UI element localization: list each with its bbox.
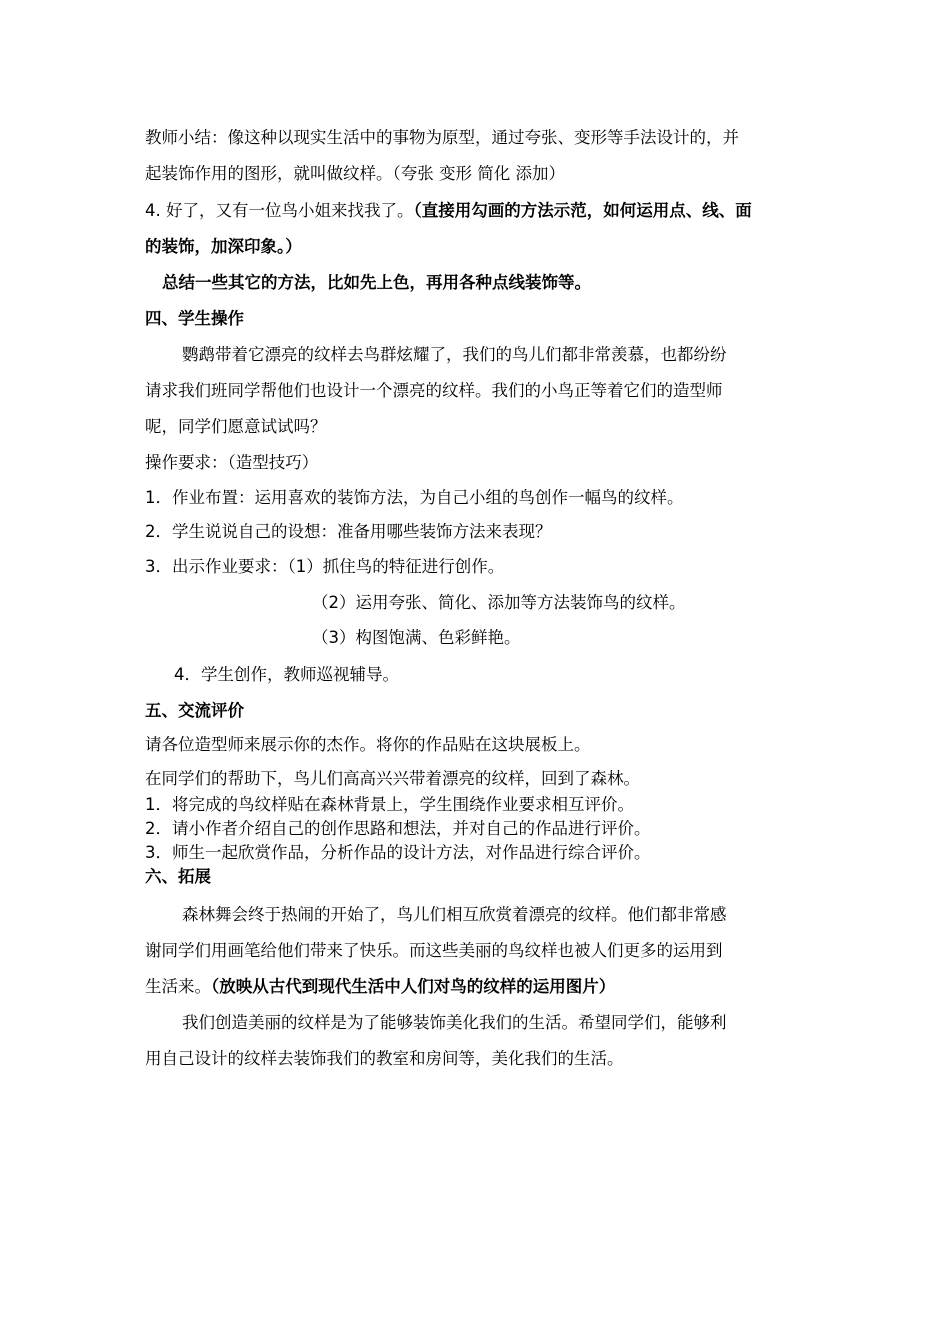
paragraph-line: 用自己设计的纹样去装饰我们的教室和房间等，美化我们的生活。 <box>145 1049 624 1068</box>
step4-note: （直接用勾画的方法示范，如何运用点、线、面 <box>413 201 752 220</box>
list-subitem: （3）构图饱满、色彩鲜艳。 <box>312 628 521 647</box>
summary-line-2: 起装饰作用的图形，就叫做纹样。（夸张 变形 简化 添加） <box>145 164 565 183</box>
section-heading-6: 六、拓展 <box>145 867 211 886</box>
paragraph-line: 在同学们的帮助下，鸟儿们高高兴兴带着漂亮的纹样，回到了森林。 <box>145 769 640 788</box>
section-heading-4: 四、学生操作 <box>145 309 244 328</box>
step4-text: 4. 好了，又有一位鸟小姐来找我了。 <box>145 201 414 220</box>
list-item: 2．请小作者介绍自己的创作思路和想法，并对自己的作品进行评价。 <box>145 819 651 838</box>
paragraph-line: 谢同学们用画笔给他们带来了快乐。而这些美丽的鸟纹样也被人们更多的运用到 <box>145 941 723 960</box>
paragraph-text: 生活来。 <box>145 977 211 996</box>
paragraph-line: 鹦鹉带着它漂亮的纹样去鸟群炫耀了，我们的鸟儿们都非常羡慕，也都纷纷 <box>182 345 727 364</box>
summary-line-1: 教师小结：像这种以现实生活中的事物为原型，通过夸张、变形等手法设计的，并 <box>145 128 739 147</box>
list-item: 1．作业布置：运用喜欢的装饰方法，为自己小组的鸟创作一幅鸟的纹样。 <box>145 488 684 507</box>
paragraph-line: 请各位造型师来展示你的杰作。将你的作品贴在这块展板上。 <box>145 735 591 754</box>
paragraph-line <box>145 976 615 998</box>
list-subitem: （2）运用夸张、简化、添加等方法装饰鸟的纹样。 <box>312 593 686 612</box>
paragraph-line: 请求我们班同学帮他们也设计一个漂亮的纹样。我们的小鸟正等着它们的造型师 <box>145 381 723 400</box>
step4-line <box>145 200 752 222</box>
list-item: 4．学生创作，教师巡视辅导。 <box>174 665 399 684</box>
method-summary: 总结一些其它的方法，比如先上色，再用各种点线装饰等。 <box>162 273 591 292</box>
list-item: 3．师生一起欣赏作品，分析作品的设计方法，对作品进行综合评价。 <box>145 843 651 862</box>
slideshow-note: （放映从古代到现代生活中人们对鸟的纹样的运用图片） <box>211 977 616 996</box>
list-item: 3．出示作业要求：（1）抓住鸟的特征进行创作。 <box>145 557 505 576</box>
step4-note-cont: 的装饰，加深印象。） <box>145 237 302 256</box>
requirements-heading: 操作要求：（造型技巧） <box>145 453 319 472</box>
list-item: 2．学生说说自己的设想：准备用哪些装饰方法来表现？ <box>145 522 552 541</box>
paragraph-line: 森林舞会终于热闹的开始了，鸟儿们相互欣赏着漂亮的纹样。他们都非常感 <box>182 905 727 924</box>
list-item: 1．将完成的鸟纹样贴在森林背景上，学生围绕作业要求相互评价。 <box>145 795 634 814</box>
paragraph-line: 呢，同学们愿意试试吗？ <box>145 417 327 436</box>
section-heading-5: 五、交流评价 <box>145 701 244 720</box>
paragraph-line: 我们创造美丽的纹样是为了能够装饰美化我们的生活。希望同学们，能够利 <box>182 1013 727 1032</box>
